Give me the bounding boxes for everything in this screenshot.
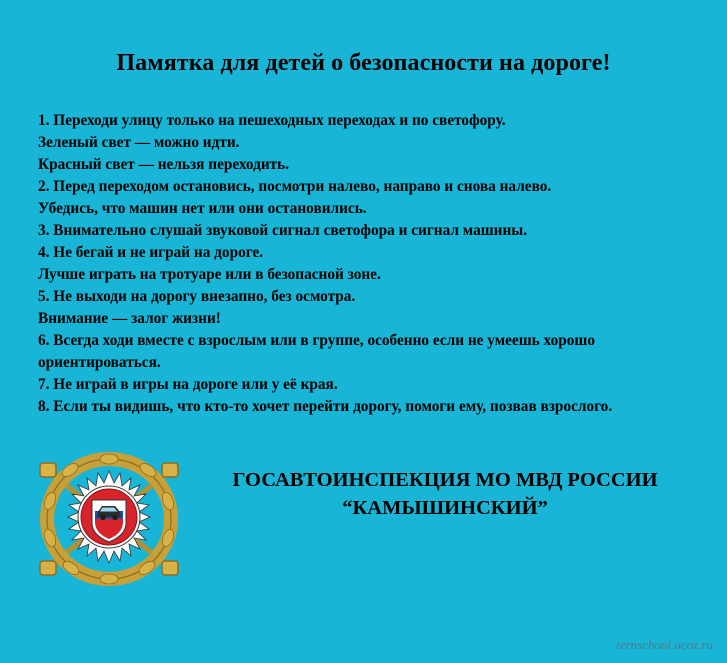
page-title: Памятка для детей о безопасности на дороге! — [116, 50, 611, 76]
list-item: Лучше играть на тротуаре или в безопасной зоне. — [38, 266, 381, 283]
list-item: 2. Перед переходом остановись, посмотри налево, направо и снова налево. — [38, 178, 552, 195]
gibdd-emblem-icon — [26, 443, 192, 595]
organization-line-1: ГОСАВТОИНСПЕКЦИЯ МО МВД РОССИИ — [232, 469, 658, 491]
list-item: Убедись, что машин нет или они остановились. — [38, 200, 367, 217]
list-item: 1. Переходи улицу только на пешеходных переходах и по светофору. — [38, 112, 506, 129]
list-item: 5. Не выходи на дорогу внезапно, без осмотра. — [38, 288, 356, 305]
list-item: 3. Внимательно слушай звуковой сигнал светофора и сигнал машины. — [38, 222, 528, 239]
list-item: Красный свет — нельзя переходить. — [38, 156, 290, 173]
list-item: 6. Всегда ходи вместе с взрослым или в группе, особенно если не умеешь хорошо ориентироваться. — [38, 332, 595, 371]
list-item: Зеленый свет — можно идти. — [38, 134, 240, 151]
organization-line-2: “КАМЫШИНСКИЙ” — [342, 497, 548, 519]
rules-list — [38, 110, 698, 418]
watermark: ternschool.ucoz.ru — [616, 637, 713, 652]
list-item: 7. Не играй в игры на дороге или у её края. — [38, 376, 338, 393]
organization-name — [190, 466, 700, 522]
list-item: Внимание — залог жизни! — [38, 310, 221, 327]
list-item: 8. Если ты видишь, что кто-то хочет перейти дорогу, помоги ему, позвав взрослого. — [38, 398, 613, 415]
list-item: 4. Не бегай и не играй на дороге. — [38, 244, 264, 261]
